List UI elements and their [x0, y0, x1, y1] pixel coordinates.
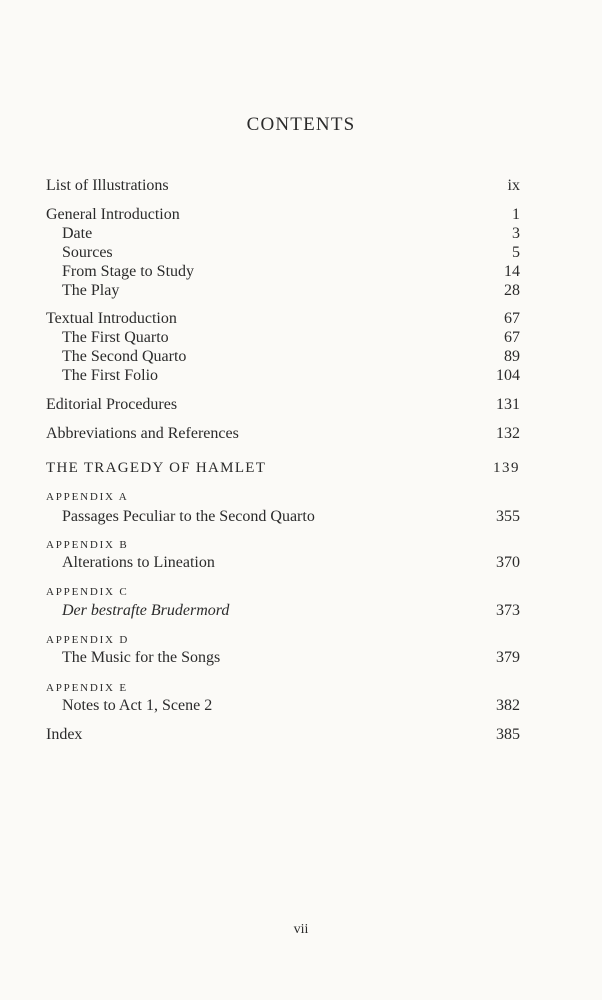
- toc-entry-label: List of Illustrations: [46, 177, 169, 194]
- toc-entry-label: Alterations to Lineation: [62, 554, 215, 571]
- toc-entry[interactable]: [46, 176, 520, 196]
- toc-entry[interactable]: [46, 395, 520, 415]
- toc-entry-page: 67: [504, 310, 520, 327]
- toc-entry-label: Textual Introduction: [46, 310, 177, 327]
- toc-entry-page: 355: [496, 508, 520, 525]
- toc-appendix-entry[interactable]: [62, 648, 520, 668]
- toc-entry[interactable]: [46, 205, 520, 225]
- toc-entry-label: THE TRAGEDY OF HAMLET: [46, 460, 267, 476]
- toc-entry-page: 370: [496, 554, 520, 571]
- toc-entry-page: 3: [512, 225, 520, 242]
- toc-entry-label: The Music for the Songs: [62, 649, 221, 666]
- toc-entry-page: 5: [512, 244, 520, 261]
- appendix-heading: APPENDIX E: [46, 682, 128, 694]
- toc-entry[interactable]: [46, 424, 520, 444]
- toc-entry-play[interactable]: [46, 458, 520, 478]
- toc-entry-page: 379: [496, 649, 520, 666]
- toc-entry-label: Index: [46, 726, 83, 743]
- toc-entry-page: 89: [504, 348, 520, 365]
- toc-entry-label: Sources: [62, 244, 113, 261]
- toc-entry-label: Editorial Procedures: [46, 396, 178, 413]
- toc-entry-page: 131: [496, 396, 520, 413]
- toc-entry-page: 373: [496, 602, 520, 619]
- toc-entry-page: 1: [512, 206, 520, 223]
- toc-subentry[interactable]: [62, 328, 520, 348]
- toc-entry-label: From Stage to Study: [62, 263, 195, 280]
- toc-subentry[interactable]: [62, 366, 520, 386]
- toc-entry-page: 139: [493, 460, 520, 476]
- toc-entry-label: Der bestrafte Brudermord: [62, 602, 230, 619]
- toc-entry-label: The First Folio: [62, 367, 159, 384]
- toc-entry[interactable]: [46, 309, 520, 329]
- page-number: vii: [293, 922, 309, 937]
- toc-entry-label: Abbreviations and References: [46, 425, 239, 442]
- toc-entry-page: 28: [504, 282, 520, 299]
- toc-appendix-entry[interactable]: [62, 696, 520, 716]
- toc-entry-label: The Play: [62, 282, 120, 299]
- page-title: CONTENTS: [246, 114, 356, 135]
- toc-entry-label: Notes to Act 1, Scene 2: [62, 697, 213, 714]
- appendix-heading: APPENDIX B: [46, 539, 129, 551]
- toc-entry-label: Date: [62, 225, 93, 242]
- toc-entry-label: The Second Quarto: [62, 348, 187, 365]
- toc-entry-page: 14: [504, 263, 520, 280]
- toc-subentry[interactable]: [62, 262, 520, 282]
- toc-entry-page: 382: [496, 697, 520, 714]
- toc-appendix-entry[interactable]: [62, 507, 520, 527]
- toc-subentry[interactable]: [62, 347, 520, 367]
- toc-entry-page: 67: [504, 329, 520, 346]
- appendix-heading: APPENDIX A: [46, 491, 129, 503]
- toc-subentry[interactable]: [62, 281, 520, 301]
- toc-entry-label: The First Quarto: [62, 329, 169, 346]
- toc-entry-index[interactable]: [46, 725, 520, 745]
- toc-subentry[interactable]: [62, 224, 520, 244]
- appendix-heading: APPENDIX C: [46, 586, 129, 598]
- toc-entry-page: 132: [496, 425, 520, 442]
- toc-entry-label: General Introduction: [46, 206, 180, 223]
- toc-entry-page: 104: [496, 367, 520, 384]
- toc-appendix-entry[interactable]: [62, 601, 520, 621]
- toc-entry-page: 385: [496, 726, 520, 743]
- appendix-heading: APPENDIX D: [46, 634, 130, 646]
- toc-entry-label: Passages Peculiar to the Second Quarto: [62, 508, 315, 525]
- toc-entry-page: ix: [507, 177, 520, 194]
- toc-subentry[interactable]: [62, 243, 520, 263]
- toc-appendix-entry[interactable]: [62, 553, 520, 573]
